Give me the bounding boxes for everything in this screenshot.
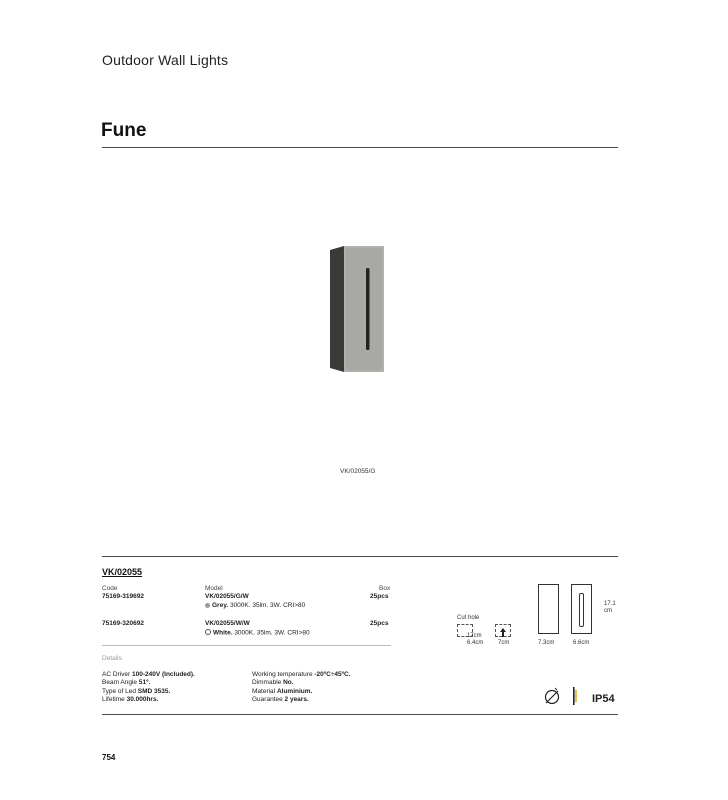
spec-line: Beam Angle 51º. bbox=[102, 679, 151, 687]
details-right-column bbox=[252, 671, 351, 705]
white-swatch-icon bbox=[205, 629, 211, 635]
cut-hole-height: 6.4cm bbox=[467, 640, 484, 646]
page-number: 754 bbox=[102, 753, 116, 762]
table-row-box: 25pcs bbox=[370, 593, 389, 600]
product-light-slot bbox=[366, 268, 370, 350]
product-title: Fune bbox=[101, 120, 147, 141]
table-row-variant: Grey. 3000K. 35lm. 3W. CRI>80 bbox=[205, 602, 305, 610]
ip-rating-badge: IP54 bbox=[592, 693, 615, 705]
table-row-code: 75169-320692 bbox=[102, 620, 144, 627]
no-dimming-icon bbox=[542, 686, 562, 706]
cut-hole-depth-icon bbox=[495, 624, 511, 637]
table-row-model: VK/02055/W/W bbox=[205, 620, 250, 627]
product-image bbox=[330, 246, 384, 372]
product-side-face bbox=[330, 246, 344, 372]
spec-divider bbox=[102, 556, 618, 557]
light-beam-icon bbox=[570, 686, 578, 706]
side-view-drawing bbox=[571, 584, 592, 634]
box-column-header: Box bbox=[379, 585, 391, 592]
cut-hole-width: 17cm bbox=[467, 633, 482, 639]
spec-line: Lifetime 30.000hrs. bbox=[102, 696, 159, 704]
table-end-divider bbox=[102, 645, 391, 646]
details-left-column bbox=[102, 671, 195, 705]
product-front-face bbox=[344, 246, 384, 372]
cut-hole-depth: 7cm bbox=[498, 640, 510, 646]
image-caption: VK/02055/G bbox=[340, 468, 376, 475]
height-unit: cm bbox=[604, 608, 612, 614]
code-column-header: Code bbox=[102, 585, 118, 592]
model-column-header: Model bbox=[205, 585, 223, 592]
header-divider bbox=[102, 147, 618, 148]
front-view-drawing bbox=[538, 584, 559, 634]
details-label: Details bbox=[102, 655, 122, 662]
spec-line: Guarantee 2 years. bbox=[252, 696, 309, 704]
spec-line: Dimmable No. bbox=[252, 679, 294, 687]
table-row-box: 25pcs bbox=[370, 620, 389, 627]
footer-divider bbox=[102, 714, 618, 715]
cut-hole-label: Cut hole bbox=[457, 615, 480, 621]
table-row-variant: White. 3000K. 35lm. 3W. CRI>80 bbox=[205, 629, 310, 638]
spec-line: Working temperature -20ºC÷45ºC. bbox=[252, 671, 351, 678]
table-row-model: VK/02055/G/W bbox=[205, 593, 249, 600]
grey-swatch-icon bbox=[205, 603, 210, 608]
table-row-code: 75169-319692 bbox=[102, 593, 144, 600]
height-dimension: 17.1 bbox=[604, 601, 616, 607]
width-dimension: 7.3cm bbox=[538, 640, 555, 646]
family-code: VK/02055 bbox=[102, 567, 143, 577]
spec-line: Material Aluminium. bbox=[252, 687, 313, 695]
spec-line: AC Driver 100-240V (Included). bbox=[102, 671, 195, 678]
spec-line: Type of Led SMD 3535. bbox=[102, 687, 171, 695]
category-heading: Outdoor Wall Lights bbox=[102, 52, 229, 68]
depth-dimension: 6.6cm bbox=[573, 640, 590, 646]
